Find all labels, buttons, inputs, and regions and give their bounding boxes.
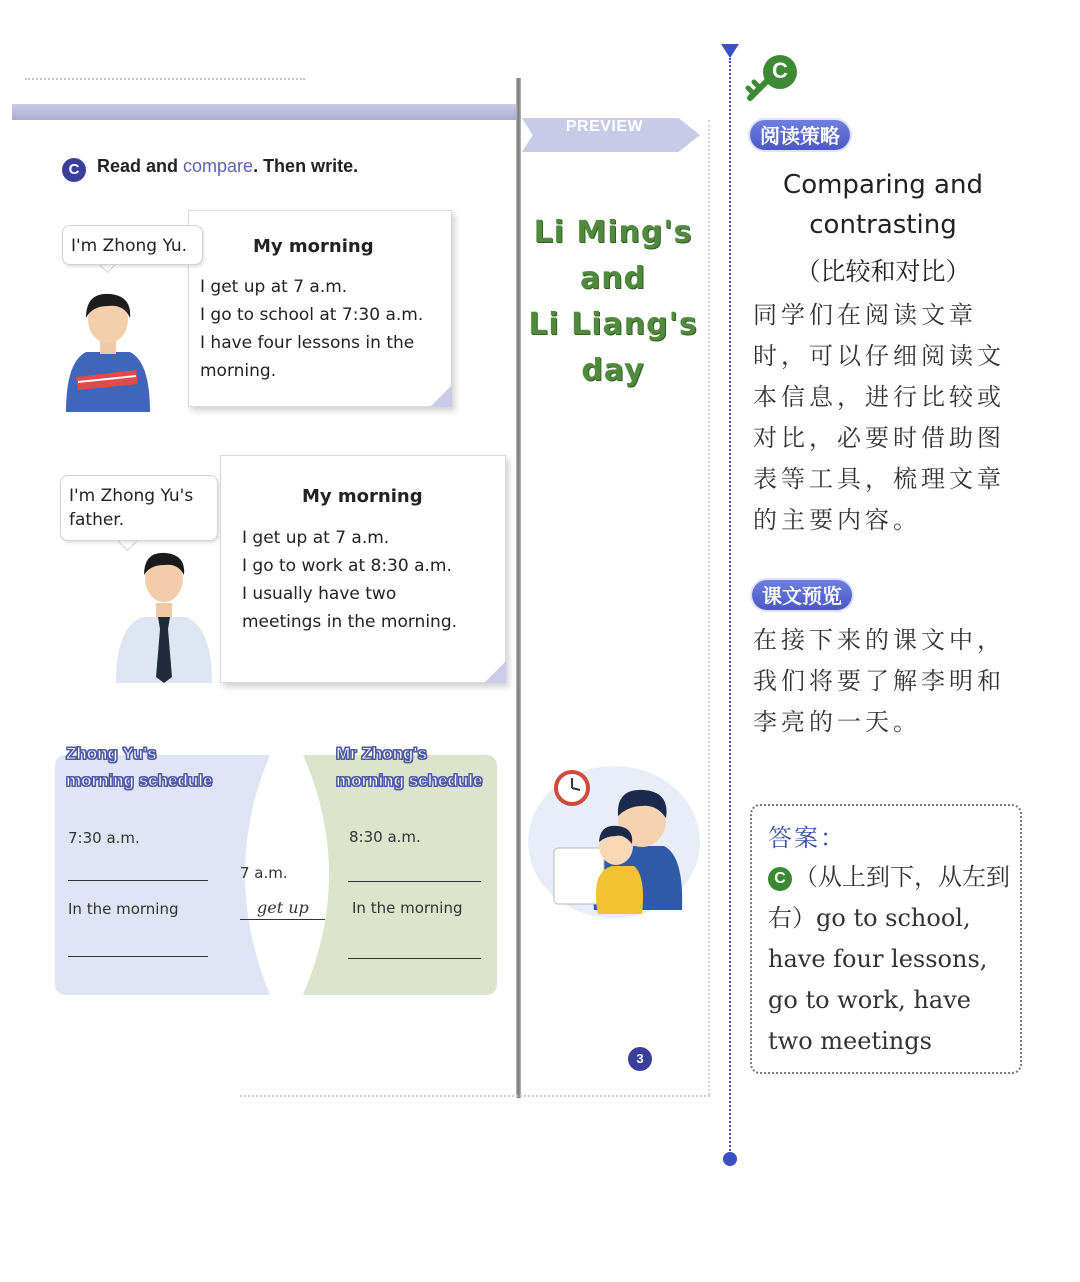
father-card-title: My morning: [302, 486, 423, 507]
strategy-title-line: Comparing and: [783, 170, 983, 200]
answer-badge: C: [768, 867, 792, 891]
guide-end-dot: [723, 1152, 737, 1166]
exercise-instruction: Read and compare. Then write.: [97, 156, 359, 176]
right-schedule-title-line: Mr Zhong's: [336, 744, 427, 763]
shared-answer: get up: [257, 898, 309, 917]
father-line: I go to work at 8:30 a.m.: [242, 556, 452, 576]
answer-label: 答案：: [768, 824, 846, 852]
shared-time: 7 a.m.: [240, 864, 288, 882]
answer-content: （从上到下，从左到右）go to school, have four lessons, go to work, have two meetings: [768, 863, 1010, 1055]
father-line: I get up at 7 a.m.: [242, 528, 390, 548]
left-time: 7:30 a.m.: [68, 829, 140, 847]
right-blank-1: [348, 881, 481, 882]
right-time: 8:30 a.m.: [349, 828, 421, 846]
father-speech-line: father.: [69, 510, 125, 530]
key-icon-letter: C: [772, 58, 788, 83]
page-number: 3: [628, 1047, 652, 1071]
page-bottom-edge: [240, 1095, 710, 1097]
exercise-badge: C: [62, 158, 86, 182]
father-illustration: [112, 545, 216, 683]
left-schedule-title: [66, 740, 212, 794]
strategy-text: 同学们在阅读文章时，可以仔细阅读文本信息，进行比较或对比，必要时借助图表等工具，梳理文章的主要内容。: [753, 301, 1005, 534]
father-speech-line: I'm Zhong Yu's: [69, 486, 194, 506]
strategy-title-line: contrasting: [809, 210, 957, 240]
story-title-line: day: [581, 353, 645, 388]
zhong-yu-speech-bubble: I'm Zhong Yu.: [62, 225, 203, 265]
right-schedule-title: [336, 740, 482, 794]
father-line: I usually have two: [242, 584, 397, 604]
page-top-dots: [25, 78, 305, 80]
preview-label: PREVIEW: [565, 118, 644, 135]
right-blank-2: [348, 958, 481, 959]
zhong-yu-line: I get up at 7 a.m.: [200, 277, 348, 297]
left-blank-1: [68, 880, 208, 881]
left-schedule-title-line: morning schedule: [66, 771, 213, 790]
right-schedule-title-line: morning schedule: [336, 771, 483, 790]
left-blank-2: [68, 956, 208, 957]
story-title-line: Li Ming's: [533, 215, 693, 250]
father-speech-bubble: [60, 475, 218, 541]
boy-reading-illustration: [58, 282, 158, 412]
father-son-illustration: [524, 760, 704, 920]
preview-text: 在接下来的课文中，我们将要了解李明和李亮的一天。: [753, 626, 1005, 736]
strategy-title-cn: （比较和对比）: [795, 257, 971, 286]
left-period: In the morning: [68, 900, 179, 918]
story-title-line: and: [579, 261, 647, 296]
zhong-yu-card-title: My morning: [253, 236, 374, 257]
shared-blank: [240, 919, 325, 920]
left-schedule-title-line: Zhong Yu's: [66, 744, 157, 763]
strategy-title: [748, 165, 1018, 245]
strategy-pill-label: 阅读策略: [750, 120, 850, 150]
card-fold-corner: [430, 385, 452, 407]
right-period: In the morning: [352, 899, 463, 917]
guide-dotted-line: [729, 58, 731, 1158]
zhong-yu-line: I go to school at 7:30 a.m.: [200, 305, 424, 325]
card-fold-corner: [484, 661, 506, 683]
page-right-edge: [708, 120, 710, 1095]
page-top-bar: [12, 104, 517, 120]
story-title-line: Li Liang's: [528, 307, 698, 342]
father-line: meetings in the morning.: [242, 612, 458, 632]
preview-pill-label: 课文预览: [752, 580, 852, 610]
zhong-yu-line: I have four lessons in the: [200, 333, 415, 353]
guide-arrow-icon: [721, 44, 739, 58]
answer-text: [768, 857, 1023, 1062]
zhong-yu-line: morning.: [200, 361, 277, 381]
